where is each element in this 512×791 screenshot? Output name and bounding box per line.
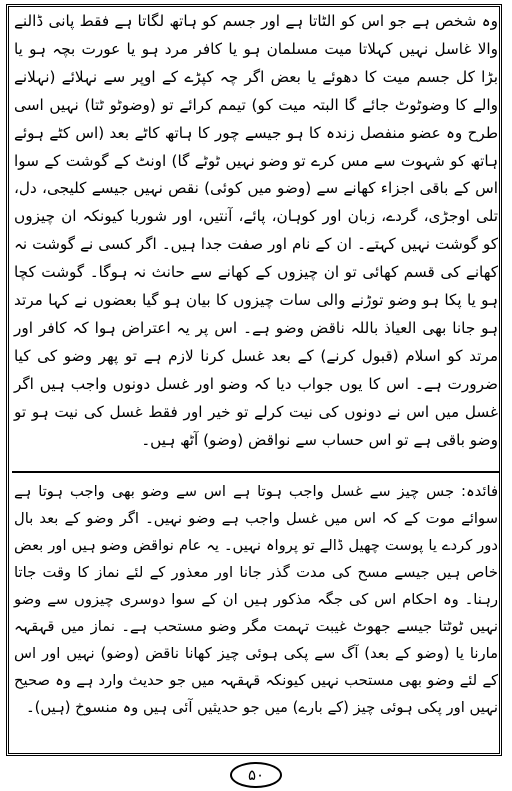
- main-text-block: [14, 8, 498, 464]
- main-paragraph: وہ شخص ہے جو اس کو الٹاتا ہے اور جسم کو ہاتھ لگاتا ہے فقط پانی ڈالنے والا غاسل نہیں کہلاتا میت مسلمان ہو یا کافر مرد ہو یا عورت بچہ ہو یا بڑا کل جسم میت کا دھوئے یا بعض اگر چہ کپڑے کے اوپر سے نہلائے (نہلانے والے کا وضوٹوٹ جائے گا البتہ میت کو) تیمم کرائے تو (وضوٹو ٹتا) نہیں اسی طرح وہ عضو منفصل زندہ کا ہو جیسے چور کا ہاتھ کاٹے بعد (اس کٹے ہوئے ہاتھ کو شہوت سے مس کرے تو وضو نہیں ٹوٹے گا) اونٹ کے گوشت کے سوا اس کے باقی اجزاء کھانے سے (وضو میں کوئی) نقص نہیں جیسے کلیجی، دل، تلی اوجڑی، گردے، زبان اور کوہان، پائے، آنتیں، اور شوربا کیونکہ ان چیزوں کو گوشت نہیں کہتے۔ ان کے نام اور صفت جدا ہیں۔ اگر کسی نے گوشت نہ کھانے کی قسم کھائی تو ان چیزوں کے کھانے سے حانث نہ ہوگا۔ گوشت کچا ہو یا پکا ہو وضو توڑنے والی سات چیزوں کا بیان ہو گیا بعضوں نے کہا مرتد ہو جانا بھی العیاذ باللہ ناقض وضو ہے۔ اس پر یہ اعتراض ہوا کہ کافر اور مرتد کو اسلام (قبول کرنے) کے بعد غسل کرنا لازم ہے تو پھر وضو کی کیا ضرورت ہے۔ اس کا یوں جواب دیا کہ وضو اور غسل دونوں واجب ہیں اگر غسل میں اس نے دونوں کی نیت کرلے تو خیر اور فقط غسل کی نیت ہو تو وضو باقی ہے تو اس حساب سے نواقض (وضو) آٹھ ہیں۔: [14, 12, 498, 449]
- page-number: ۵۰: [230, 762, 282, 788]
- note-paragraph: فائدہ: جس چیز سے غسل واجب ہوتا ہے اس سے وضو بھی واجب ہوتا ہے سوائے موت کے کہ اس میں غسل واجب ہے وضو نہیں۔ اگر وضو کے بعد بال دور کردے یا پوست چھیل ڈالے تو پرواہ نہیں۔ یہ عام نواقض وضو ہیں اور بعض خاص ہیں جیسے مسح کی مدت گذر جانا اور معذور کے لئے نماز کا وقت جاتا رہنا۔ وہ احکام اس کی جگہ مذکور ہیں ان کے سوا دوسری چیزوں سے وضو نہیں ٹوٹتا جیسے جھوٹ غیبت تہمت مگر وضو مستحب ہے۔ نماز میں قہقہہ مارنا یا (وضو کے بعد) آگ سے پکی ہوئی چیز کھانا ناقض (وضو) نہیں اور اس کے لئے وضو بھی مستحب نہیں کیونکہ قہقہہ میں جو حدیث وارد ہے وہ صحیح نہیں اور پکی ہوئی چیز (کے بارے) میں جو حدیثیں آئی ہیں وہ منسوخ (ہیں)۔: [14, 483, 498, 716]
- note-text-block: [14, 478, 498, 728]
- section-divider: [12, 471, 500, 473]
